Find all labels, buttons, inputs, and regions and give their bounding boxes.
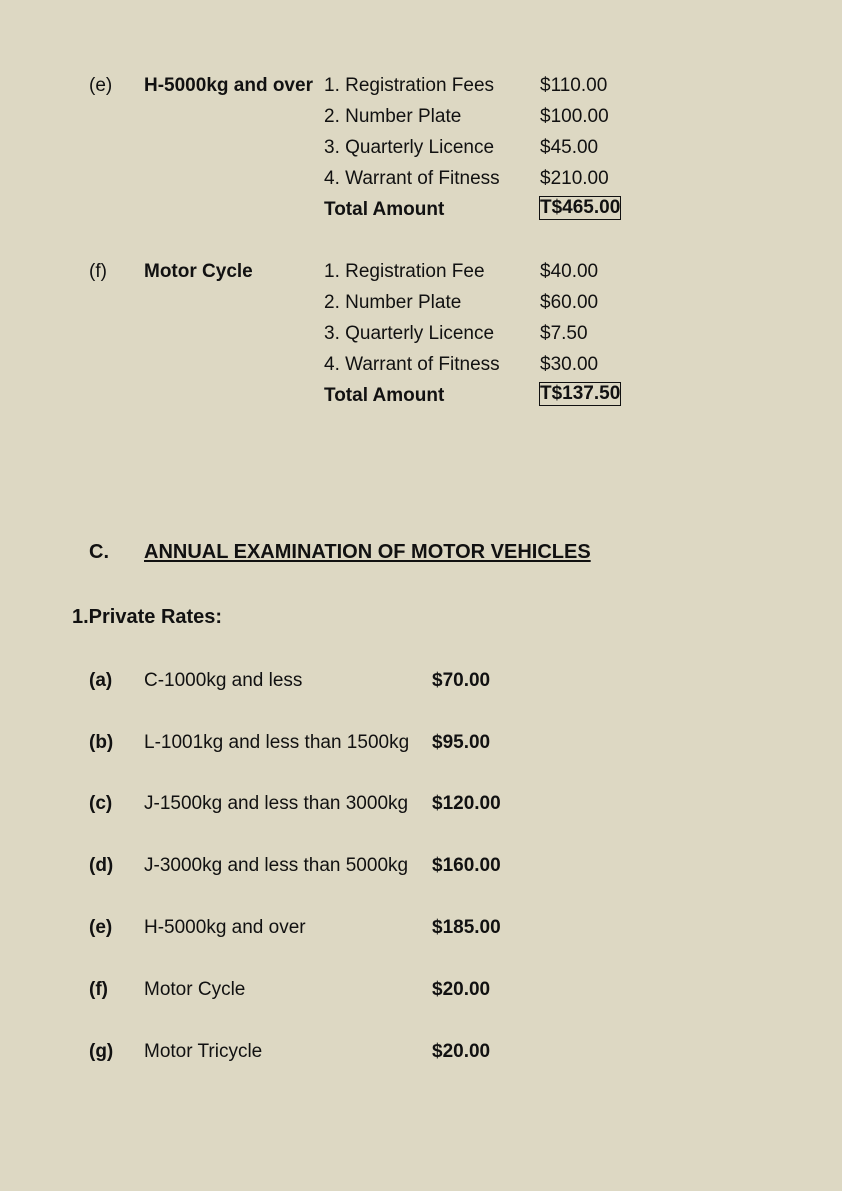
fee-item-label: 3. Quarterly Licence: [324, 323, 495, 344]
fee-item-amount: $60.00: [540, 292, 599, 313]
rate-amount: $120.00: [432, 793, 501, 814]
fee-item-label: 2. Number Plate: [324, 292, 462, 313]
rate-amount: $70.00: [432, 670, 491, 691]
private-rates-heading: 1.Private Rates:: [72, 606, 223, 628]
fee-item-amount: $110.00: [540, 75, 608, 96]
fee-item-amount: $7.50: [540, 323, 588, 344]
rate-amount: $95.00: [432, 732, 491, 753]
rate-label: H-5000kg and over: [144, 917, 306, 938]
rate-label: Motor Cycle: [144, 979, 246, 1000]
fee-group-letter: (e): [89, 75, 113, 96]
fee-item-label: 1. Registration Fee: [324, 261, 485, 282]
rate-amount: $20.00: [432, 1041, 491, 1062]
fee-item-amount: $45.00: [540, 137, 599, 158]
fee-group-category: Motor Cycle: [144, 261, 253, 282]
fee-item-label: 4. Warrant of Fitness: [324, 354, 500, 375]
fee-group-category: H-5000kg and over: [144, 75, 313, 96]
total-amount-box: T$137.50: [540, 383, 621, 404]
fee-item-amount: $210.00: [540, 168, 609, 189]
rate-letter: (e): [89, 917, 113, 938]
rate-letter: (g): [89, 1041, 114, 1062]
rate-label: C-1000kg and less: [144, 670, 303, 691]
rate-label: Motor Tricycle: [144, 1041, 263, 1062]
rate-label: L-1001kg and less than 1500kg: [144, 732, 410, 753]
fee-item-amount: $30.00: [540, 354, 599, 375]
total-label: Total Amount: [324, 199, 445, 220]
fee-group-letter: (f): [89, 261, 107, 282]
rate-label: J-3000kg and less than 5000kg: [144, 855, 409, 876]
total-amount-box: T$465.00: [540, 197, 621, 218]
rate-amount: $160.00: [432, 855, 501, 876]
rate-amount: $20.00: [432, 979, 491, 1000]
section-title: ANNUAL EXAMINATION OF MOTOR VEHICLES: [144, 541, 591, 563]
rate-letter: (b): [89, 732, 114, 753]
total-label: Total Amount: [324, 385, 445, 406]
fee-item-amount: $100.00: [540, 106, 609, 127]
fee-item-label: 4. Warrant of Fitness: [324, 168, 500, 189]
fee-item-label: 3. Quarterly Licence: [324, 137, 495, 158]
rate-amount: $185.00: [432, 917, 501, 938]
fee-item-label: 2. Number Plate: [324, 106, 462, 127]
rate-label: J-1500kg and less than 3000kg: [144, 793, 409, 814]
rate-letter: (c): [89, 793, 113, 814]
rate-letter: (f): [89, 979, 108, 1000]
section-letter: C.: [89, 541, 109, 563]
rate-letter: (d): [89, 855, 114, 876]
rate-letter: (a): [89, 670, 113, 691]
fee-item-label: 1. Registration Fees: [324, 75, 495, 96]
fee-item-amount: $40.00: [540, 261, 599, 282]
